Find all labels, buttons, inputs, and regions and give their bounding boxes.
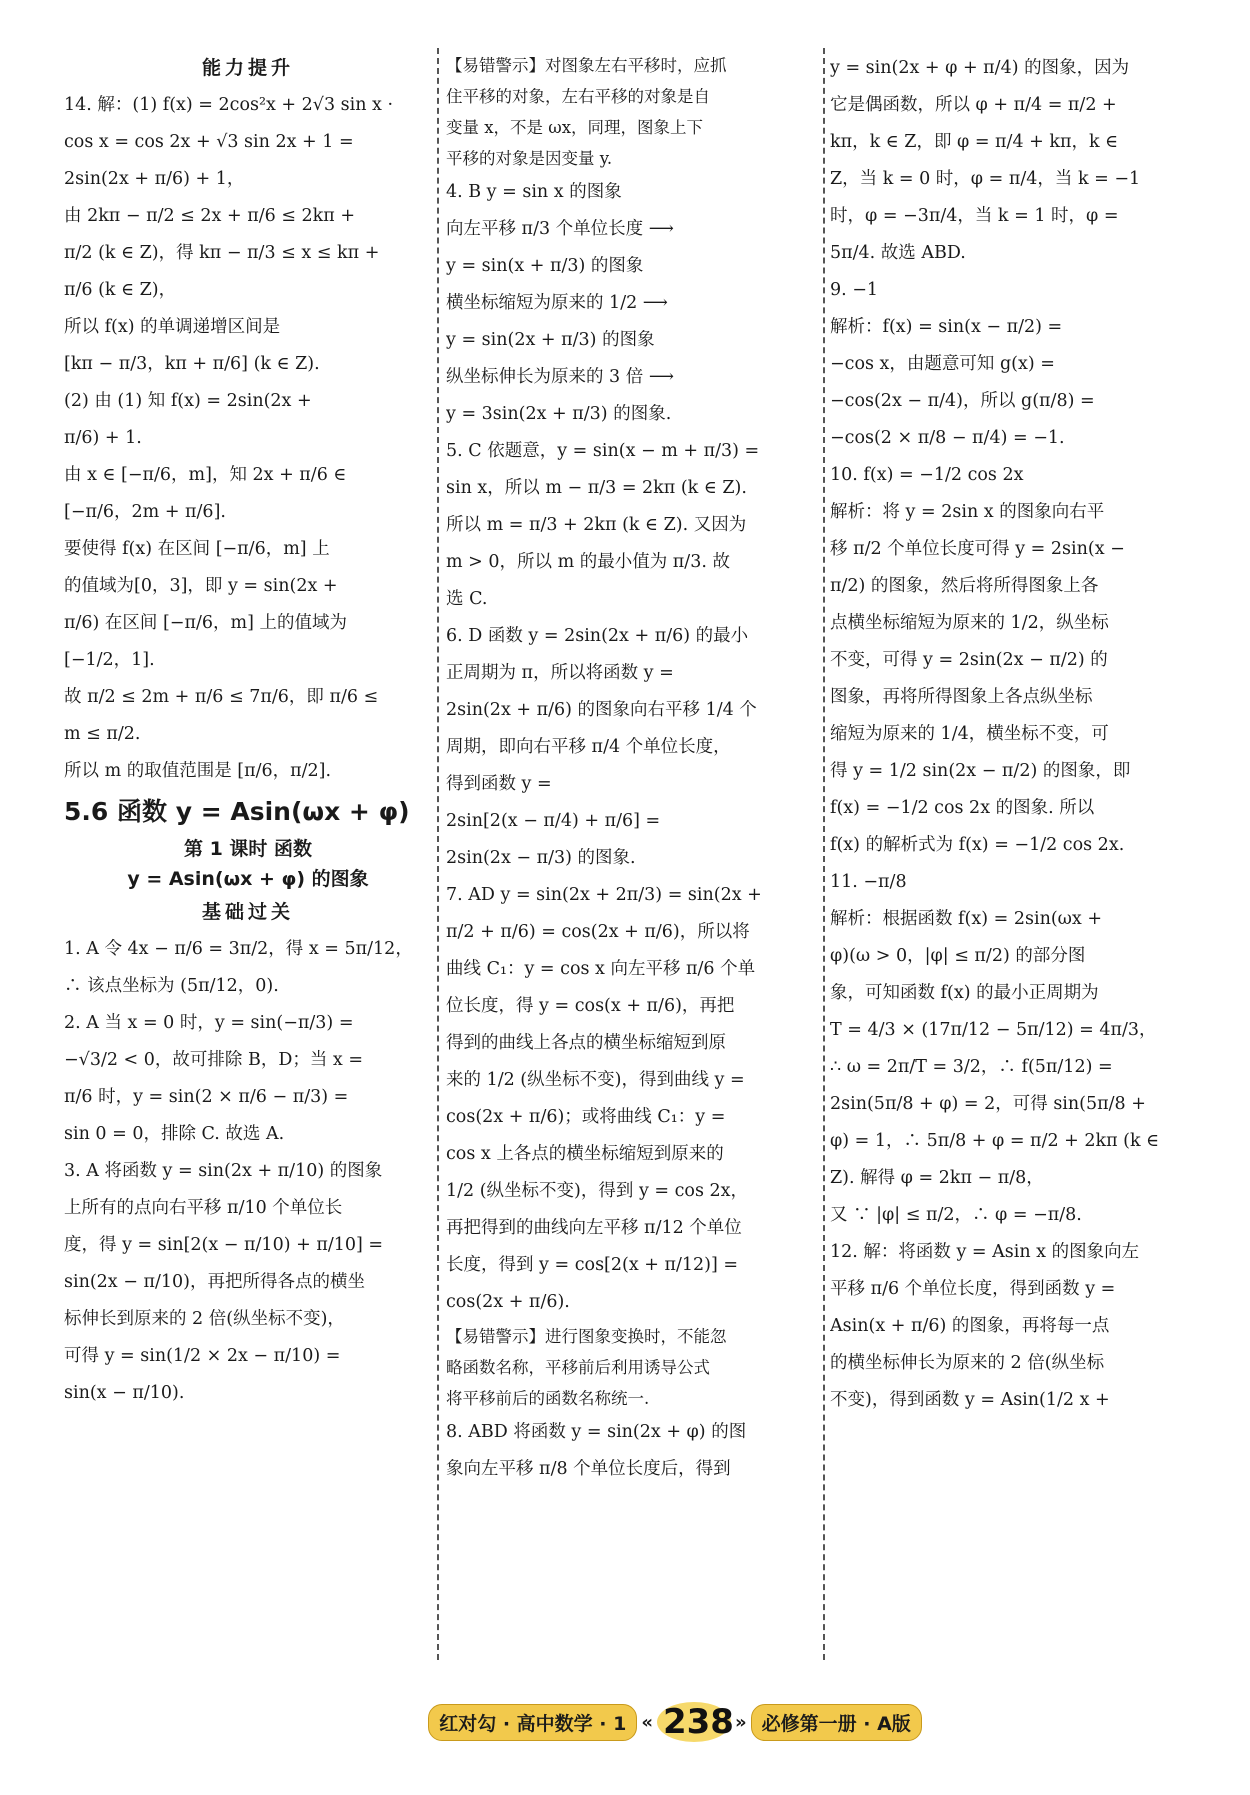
- problems-4-7-block: [446, 174, 818, 1321]
- text-line: 8. ABD 将函数 y = sin(2x + φ) 的图: [446, 1422, 747, 1442]
- warning-note-2: [446, 1321, 818, 1414]
- text-line: 点横坐标缩短为原来的 1/2，纵坐标: [830, 613, 1109, 633]
- text-line: sin(x − π/10).: [64, 1383, 185, 1403]
- text-line: 的横坐标伸长为原来的 2 倍(纵坐标: [830, 1353, 1105, 1373]
- text-line: 移 π/2 个单位长度可得 y = 2sin(x −: [830, 539, 1125, 559]
- text-line: 5π/4. 故选 ABD.: [830, 243, 966, 263]
- text-line: f(x) = −1/2 cos 2x 的图象. 所以: [830, 798, 1095, 818]
- column-right: [830, 50, 1198, 1660]
- text-line: ∴ 该点坐标为 (5π/12，0).: [64, 976, 279, 996]
- text-line: 不变，可得 y = 2sin(2x − π/2) 的: [830, 650, 1108, 670]
- text-line: 周期，即向右平移 π/4 个单位长度，: [446, 737, 731, 757]
- text-line: 度，得 y = sin[2(x − π/10) + π/10] =: [64, 1235, 384, 1255]
- text-line: ∴ ω = 2π/T = 3/2，∴ f(5π/12) =: [830, 1057, 1113, 1077]
- column-middle: [446, 50, 818, 1660]
- footer-book-title: 红对勾 · 高中数学 · 1: [428, 1704, 637, 1741]
- text-line: π/6) + 1.: [64, 428, 142, 448]
- text-line: y = sin(2x + π/3) 的图象: [446, 330, 655, 350]
- text-line: 横坐标缩短为原来的 1/2 ⟶: [446, 293, 668, 313]
- text-line: cos(2x + π/6).: [446, 1292, 570, 1312]
- text-line: φ)(ω > 0，|φ| ≤ π/2) 的部分图: [830, 946, 1086, 966]
- text-line: −√3/2 < 0，故可排除 B，D；当 x =: [64, 1050, 364, 1070]
- lesson-title-line2: y = Asin(ωx + φ) 的图象: [127, 868, 369, 890]
- text-line: 14. 解：(1) f(x) = 2cos²x + 2√3 sin x ·: [64, 95, 394, 115]
- text-line: 【易错警示】对图象左右平移时，应抓: [446, 56, 727, 75]
- text-line: 所以 f(x) 的单调递增区间是: [64, 317, 281, 337]
- text-line: kπ，k ∈ Z，即 φ = π/4 + kπ，k ∈: [830, 132, 1119, 152]
- text-line: 向左平移 π/3 个单位长度 ⟶: [446, 219, 674, 239]
- lesson-title-line1: 第 1 课时 函数: [183, 838, 313, 860]
- text-line: m > 0，所以 m 的最小值为 π/3. 故: [446, 552, 730, 572]
- text-line: 2sin(5π/8 + φ) = 2，可得 sin(5π/8 +: [830, 1094, 1146, 1114]
- text-line: 2sin[2(x − π/4) + π/6] =: [446, 811, 661, 831]
- text-line: π/6) 在区间 [−π/6，m] 上的值域为: [64, 613, 347, 633]
- text-line: 纵坐标伸长为原来的 3 倍 ⟶: [446, 367, 674, 387]
- text-line: π/6 时，y = sin(2 × π/6 − π/3) =: [64, 1087, 349, 1107]
- problems-8-12-block: [830, 50, 1198, 1419]
- page-number: 238: [657, 1702, 731, 1742]
- text-line: 10. f(x) = −1/2 cos 2x: [830, 465, 1024, 485]
- text-line: sin x，所以 m − π/3 = 2kπ (k ∈ Z).: [446, 478, 747, 498]
- chevron-left-icon: «: [641, 1711, 653, 1733]
- text-line: y = 3sin(2x + π/3) 的图象.: [446, 404, 672, 424]
- text-line: 2. A 当 x = 0 时，y = sin(−π/3) =: [64, 1013, 354, 1033]
- text-line: 可得 y = sin(1/2 × 2x − π/10) =: [64, 1346, 341, 1366]
- text-line: 11. −π/8: [830, 872, 907, 892]
- text-line: (2) 由 (1) 知 f(x) = 2sin(2x +: [64, 391, 312, 411]
- section-title: 5.6 函数 y = Asin(ωx + φ): [64, 797, 410, 826]
- text-line: [−1/2，1].: [64, 650, 155, 670]
- text-line: 平移的对象是因变量 y.: [446, 149, 613, 168]
- text-line: 正周期为 π，所以将函数 y =: [446, 663, 674, 683]
- footer-edition: 必修第一册 · A版: [751, 1704, 922, 1741]
- text-line: 图象，再将所得图象上各点纵坐标: [830, 687, 1093, 707]
- column-divider: [823, 48, 825, 1660]
- text-line: m ≤ π/2.: [64, 724, 141, 744]
- heading-basic: 基础过关: [201, 901, 294, 923]
- text-line: π/2 (k ∈ Z)，得 kπ − π/3 ≤ x ≤ kπ +: [64, 243, 380, 263]
- text-line: sin 0 = 0，排除 C. 故选 A.: [64, 1124, 285, 1144]
- text-line: 标伸长到原来的 2 倍(纵坐标不变)，: [64, 1309, 345, 1329]
- text-line: −cos(2 × π/8 − π/4) = −1.: [830, 428, 1065, 448]
- text-line: y = sin(x + π/3) 的图象: [446, 256, 644, 276]
- text-line: 解析：将 y = 2sin x 的图象向右平: [830, 502, 1105, 522]
- text-line: 解析：f(x) = sin(x − π/2) =: [830, 317, 1063, 337]
- text-line: Asin(x + π/6) 的图象，再将每一点: [830, 1316, 1110, 1336]
- text-line: 解析：根据函数 f(x) = 2sin(ωx +: [830, 909, 1103, 929]
- text-line: cos(2x + π/6)；或将曲线 C₁：y =: [446, 1107, 726, 1127]
- text-line: 将平移前后的函数名称统一.: [446, 1389, 650, 1408]
- text-line: 2sin(2x − π/3) 的图象.: [446, 848, 636, 868]
- text-line: f(x) 的解析式为 f(x) = −1/2 cos 2x.: [830, 835, 1125, 855]
- column-divider: [437, 48, 439, 1660]
- text-line: −cos x，由题意可知 g(x) =: [830, 354, 1055, 374]
- text-line: Z，当 k = 0 时，φ = π/4，当 k = −1: [830, 169, 1141, 189]
- text-line: 2sin(2x + π/6) + 1，: [64, 169, 245, 189]
- text-line: 变量 x，不是 ωx，同理，图象上下: [446, 118, 704, 137]
- text-line: 长度，得到 y = cos[2(x + π/12)] =: [446, 1255, 739, 1275]
- text-line: 要使得 f(x) 在区间 [−π/6，m] 上: [64, 539, 330, 559]
- text-line: 得 y = 1/2 sin(2x − π/2) 的图象，即: [830, 761, 1131, 781]
- text-line: 故 π/2 ≤ 2m + π/6 ≤ 7π/6，即 π/6 ≤: [64, 687, 379, 707]
- text-line: 由 2kπ − π/2 ≤ 2x + π/6 ≤ 2kπ +: [64, 206, 355, 226]
- text-line: 2sin(2x + π/6) 的图象向右平移 1/4 个: [446, 700, 757, 720]
- page-footer: [439, 1702, 911, 1742]
- text-line: 6. D 函数 y = 2sin(2x + π/6) 的最小: [446, 626, 749, 646]
- text-line: 略函数名称，平移前后利用诱导公式: [446, 1358, 710, 1377]
- text-line: [kπ − π/3，kπ + π/6] (k ∈ Z).: [64, 354, 320, 374]
- text-line: π/6 (k ∈ Z)，: [64, 280, 177, 300]
- text-line: 得到函数 y =: [446, 774, 552, 794]
- text-line: 9. −1: [830, 280, 879, 300]
- text-line: 来的 1/2 (纵坐标不变)，得到曲线 y =: [446, 1070, 745, 1090]
- text-line: 位长度，得 y = cos(x + π/6)，再把: [446, 996, 735, 1016]
- text-line: 【易错警示】进行图象变换时，不能忽: [446, 1327, 727, 1346]
- text-line: 象向左平移 π/8 个单位长度后，得到: [446, 1459, 731, 1479]
- text-line: 不变)，得到函数 y = Asin(1/2 x +: [830, 1390, 1110, 1410]
- text-line: 上所有的点向右平移 π/10 个单位长: [64, 1198, 343, 1218]
- warning-note-1: [446, 50, 818, 174]
- text-line: 象，可知函数 f(x) 的最小正周期为: [830, 983, 1099, 1003]
- problems-1-3-block: [64, 931, 432, 1412]
- text-line: 12. 解：将函数 y = Asin x 的图象向左: [830, 1242, 1140, 1262]
- text-line: [−π/6，2m + π/6].: [64, 502, 226, 522]
- text-line: 3. A 将函数 y = sin(2x + π/10) 的图象: [64, 1161, 383, 1181]
- text-line: 缩短为原来的 1/4，横坐标不变，可: [830, 724, 1109, 744]
- text-line: 得到的曲线上各点的横坐标缩短到原: [446, 1033, 726, 1053]
- problem-14-block: [64, 87, 432, 790]
- text-line: 又 ∵ |φ| ≤ π/2，∴ φ = −π/8.: [830, 1205, 1082, 1225]
- text-line: 所以 m 的取值范围是 [π/6，π/2].: [64, 761, 332, 781]
- text-line: 5. C 依题意，y = sin(x − m + π/3) =: [446, 441, 760, 461]
- text-line: 7. AD y = sin(2x + 2π/3) = sin(2x +: [446, 885, 762, 905]
- text-line: 平移 π/6 个单位长度，得到函数 y =: [830, 1279, 1116, 1299]
- text-line: 选 C.: [446, 589, 488, 609]
- column-left: [64, 50, 432, 1660]
- text-line: 再把得到的曲线向左平移 π/12 个单位: [446, 1218, 742, 1238]
- text-line: π/2 + π/6) = cos(2x + π/6)，所以将: [446, 922, 750, 942]
- text-line: π/2) 的图象，然后将所得图象上各: [830, 576, 1099, 596]
- text-line: sin(2x − π/10)，再把所得各点的横坐: [64, 1272, 365, 1292]
- text-line: Z). 解得 φ = 2kπ − π/8，: [830, 1168, 1044, 1188]
- text-line: 时，φ = −3π/4，当 k = 1 时，φ =: [830, 206, 1119, 226]
- text-line: 4. B y = sin x 的图象: [446, 182, 622, 202]
- text-line: 它是偶函数，所以 φ + π/4 = π/2 +: [830, 95, 1117, 115]
- text-line: 的值域为[0，3]，即 y = sin(2x +: [64, 576, 338, 596]
- chevron-right-icon: »: [734, 1711, 747, 1733]
- text-line: y = sin(2x + φ + π/4) 的图象，因为: [830, 58, 1130, 78]
- text-line: 曲线 C₁：y = cos x 向左平移 π/6 个单: [446, 959, 756, 979]
- text-line: cos x 上各点的横坐标缩短到原来的: [446, 1144, 724, 1164]
- text-line: 所以 m = π/3 + 2kπ (k ∈ Z). 又因为: [446, 515, 747, 535]
- heading-ability: 能力提升: [201, 57, 294, 79]
- text-line: 由 x ∈ [−π/6，m]，知 2x + π/6 ∈: [64, 465, 347, 485]
- text-line: 1. A 令 4x − π/6 = 3π/2，得 x = 5π/12，: [64, 939, 413, 959]
- text-line: T = 4/3 × (17π/12 − 5π/12) = 4π/3，: [830, 1020, 1157, 1040]
- problem-8-block: [446, 1414, 818, 1488]
- text-line: 住平移的对象，左右平移的对象是自: [446, 87, 710, 106]
- text-line: φ) = 1，∴ 5π/8 + φ = π/2 + 2kπ (k ∈: [830, 1131, 1160, 1151]
- text-line: 1/2 (纵坐标不变)，得到 y = cos 2x，: [446, 1181, 749, 1201]
- text-line: cos x = cos 2x + √3 sin 2x + 1 =: [64, 132, 354, 152]
- text-line: −cos(2x − π/4)，所以 g(π/8) =: [830, 391, 1095, 411]
